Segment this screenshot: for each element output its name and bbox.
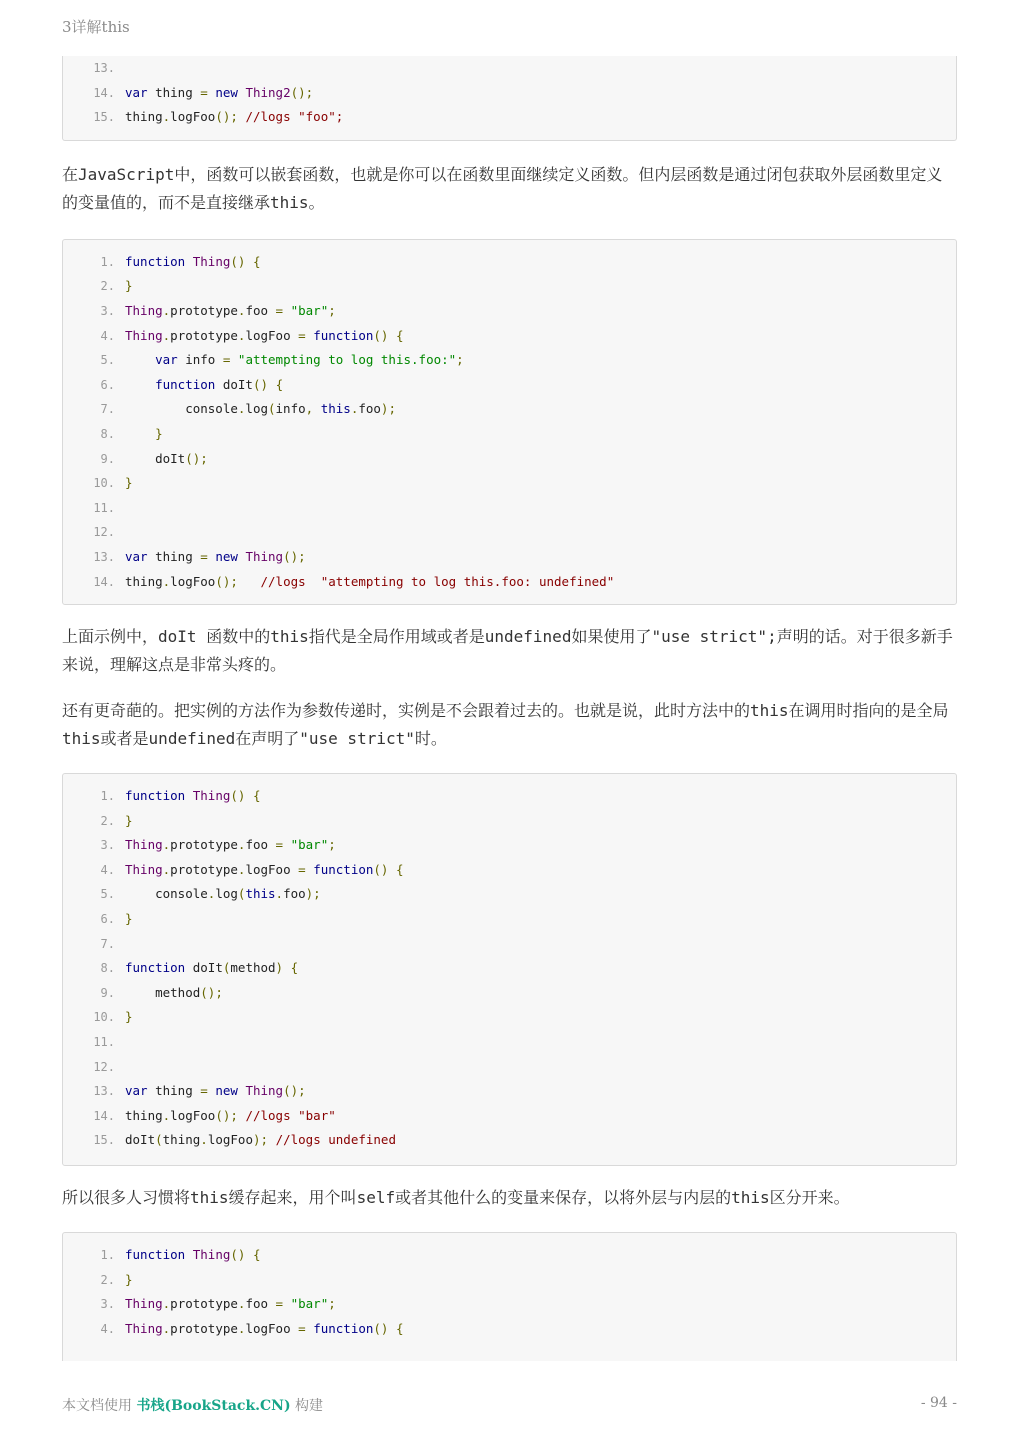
inline-code: JavaScript [78, 164, 175, 184]
code-text [125, 882, 321, 907]
code-token: , [305, 401, 314, 417]
code-token: { [396, 1320, 404, 1336]
code-line [63, 299, 956, 324]
code-line [63, 471, 956, 496]
code-token: Thing [192, 253, 231, 269]
code-token: () [230, 253, 246, 269]
code-line [63, 1055, 956, 1080]
code-line [63, 105, 956, 130]
code-token: ; [456, 352, 464, 368]
code-token: logFoo [245, 327, 291, 343]
code-token: function [125, 960, 186, 976]
line-number: 3. [100, 303, 115, 318]
page-footer [62, 1395, 957, 1415]
code-line [63, 1030, 956, 1055]
code-line [63, 1243, 956, 1268]
code-line [63, 956, 956, 981]
inline-code: this [750, 701, 789, 721]
code-token: = [222, 352, 231, 368]
code-line [63, 1128, 956, 1153]
line-number: 11. [93, 500, 115, 515]
inline-code: this [190, 1188, 229, 1207]
text-run: 函数中的 [206, 627, 271, 647]
code-token: () [373, 861, 389, 877]
code-token: doIt [192, 960, 223, 976]
code-token: () [230, 788, 246, 804]
line-number: 13. [93, 549, 115, 564]
code-token: . [200, 1132, 208, 1148]
code-line [63, 81, 956, 106]
inline-code: "use strict" [299, 729, 415, 749]
code-line [63, 250, 956, 275]
code-token: = [200, 548, 208, 564]
code-token: logFoo [170, 109, 216, 125]
code-line [63, 397, 956, 422]
code-token: (); [215, 109, 238, 125]
code-text [125, 545, 306, 570]
inline-code: "use strict"; [651, 627, 777, 647]
code-line [63, 274, 956, 299]
line-number: 6. [100, 912, 115, 927]
code-line [63, 1317, 956, 1342]
code-text [125, 809, 133, 834]
text-run: 或者其他什么的变量来保存，以将外层与内层的 [395, 1188, 732, 1207]
code-token: var [125, 1083, 148, 1099]
code-token: ( [268, 401, 276, 417]
line-number: 7. [100, 936, 115, 951]
code-token: thing [162, 1132, 201, 1148]
code-token: (); [283, 548, 306, 564]
code-token: = [298, 327, 306, 343]
code-token: (); [185, 450, 208, 466]
line-number: 4. [100, 1321, 115, 1336]
paragraph-4 [62, 1184, 957, 1212]
code-token: function [125, 1247, 186, 1262]
code-token: (); [200, 984, 223, 1000]
code-token: (); [290, 84, 314, 100]
code-token: Thing [192, 1247, 231, 1262]
code-text [125, 447, 208, 472]
code-token: { [252, 253, 261, 269]
code-text [125, 348, 464, 373]
text-run: 指代是全局作用域或者是 [308, 627, 485, 647]
code-token: . [237, 837, 246, 853]
code-token: var [155, 352, 178, 368]
line-number: 3. [100, 1297, 115, 1312]
code-line [63, 907, 956, 932]
code-token: . [162, 837, 171, 853]
line-number: 7. [100, 402, 115, 417]
code-token: } [155, 425, 163, 441]
code-token: //logs undefined [275, 1132, 396, 1148]
code-line [63, 1292, 956, 1317]
text-run: 中，函数可以嵌套函数，也就是你可以在函数里面继续定义函数。但内层函数是通过闭包获取外层函数里定义的变量值的，而不是直接继承 [62, 164, 943, 212]
code-token: (); [215, 573, 238, 589]
code-token: thing [155, 84, 193, 100]
code-token: . [162, 327, 171, 343]
code-token: logFoo [170, 573, 216, 589]
code-token: method [230, 960, 276, 976]
code-token: { [396, 327, 404, 343]
code-token: Thing [125, 1320, 163, 1336]
code-text [125, 397, 396, 422]
code-token: . [237, 327, 246, 343]
inline-code: this [270, 627, 309, 647]
code-text [125, 981, 223, 1006]
code-token: ; [328, 1296, 336, 1312]
code-token: () [230, 1247, 246, 1262]
line-number: 4. [100, 862, 115, 877]
code-token: thing [125, 1107, 163, 1123]
code-text [125, 81, 313, 106]
code-token: function [125, 788, 186, 804]
code-token: logFoo [170, 1107, 216, 1123]
text-run: 在 [62, 164, 79, 184]
code-line [63, 545, 956, 570]
line-number: 12. [93, 525, 115, 540]
line-number: 13. [93, 61, 115, 75]
code-token: Thing [245, 548, 284, 564]
page-header: 3详解this [62, 18, 130, 36]
code-token: . [162, 573, 171, 589]
line-number: 8. [100, 426, 115, 441]
inline-code: undefined [484, 627, 572, 647]
code-token: . [237, 1320, 246, 1336]
code-token: prototype [170, 837, 238, 853]
code-token: thing [125, 109, 163, 125]
footer-prefix: 本文档使用 [62, 1398, 137, 1414]
inline-code: doIt [158, 627, 207, 647]
inline-code: this [270, 192, 309, 212]
code-token: Thing [125, 327, 163, 343]
code-token: = [200, 1083, 208, 1099]
code-text [125, 570, 614, 595]
code-token: "attempting to log this.foo:" [237, 352, 457, 368]
inline-code: this [731, 1188, 770, 1207]
code-line [63, 447, 956, 472]
inline-code: undefined [148, 729, 236, 749]
code-token: . [350, 401, 359, 417]
code-token: () [373, 1320, 389, 1336]
code-token: . [162, 109, 171, 125]
code-token: thing [125, 573, 163, 589]
code-token: } [125, 1009, 133, 1025]
code-line [63, 858, 956, 883]
code-token: doIt [125, 1132, 156, 1148]
code-token: Thing [125, 1296, 163, 1312]
text-run: 时。 [414, 729, 447, 749]
code-token: . [162, 861, 171, 877]
code-token: . [162, 1296, 171, 1312]
bookstack-link[interactable]: 书栈(BookStack.CN) [136, 1398, 291, 1414]
code-line [63, 348, 956, 373]
line-number: 9. [100, 451, 115, 466]
code-token: log [245, 401, 268, 417]
code-token: . [275, 886, 284, 902]
code-token: ; [328, 837, 336, 853]
line-number: 3. [100, 838, 115, 853]
text-run: 在声明了 [235, 729, 300, 749]
paragraph-1 [62, 161, 957, 217]
code-block-2 [62, 239, 957, 605]
code-token: } [125, 911, 133, 927]
code-text [125, 105, 343, 130]
code-token: info [275, 401, 306, 417]
code-token: = [275, 302, 284, 318]
code-token: foo [283, 886, 306, 902]
code-token: = [298, 1320, 306, 1336]
text-run: 。 [308, 192, 325, 212]
code-token: log [215, 886, 238, 902]
text-run: 在调用时指向的是全局 [788, 701, 949, 721]
line-number: 15. [93, 1133, 115, 1148]
line-number: 10. [93, 1010, 115, 1025]
code-token: Thing [125, 302, 163, 318]
code-token: "bar" [290, 1296, 329, 1312]
code-token: //logs "foo"; [245, 109, 344, 125]
code-token [125, 352, 155, 367]
code-token: function [125, 253, 186, 269]
code-token: thing [155, 1083, 193, 1099]
code-text [125, 1079, 306, 1104]
code-token: . [162, 1320, 171, 1336]
code-token: "bar" [290, 837, 329, 853]
code-token: Thing [125, 861, 163, 877]
line-number: 8. [100, 961, 115, 976]
code-token: = [275, 1296, 284, 1312]
code-token: { [396, 861, 404, 877]
line-number: 4. [100, 328, 115, 343]
code-token: var [125, 548, 148, 564]
line-number: 9. [100, 985, 115, 1000]
code-token: prototype [170, 1296, 238, 1312]
code-token: Thing [192, 788, 231, 804]
code-line [63, 520, 956, 545]
code-token: () [252, 376, 269, 392]
code-token: this [320, 401, 351, 417]
code-line [63, 809, 956, 834]
code-token: . [237, 401, 246, 417]
inline-code: self [356, 1188, 396, 1207]
code-token: ); [380, 401, 396, 417]
code-token: } [125, 475, 133, 491]
code-token: new [215, 84, 238, 100]
code-token: ); [252, 1132, 269, 1148]
code-text [125, 471, 133, 496]
code-line [63, 882, 956, 907]
code-line [63, 833, 956, 858]
code-token: prototype [170, 1320, 238, 1336]
text-run: 或者是 [100, 729, 149, 749]
document-content [62, 60, 957, 1361]
line-number: 12. [93, 1059, 115, 1074]
code-block-4 [62, 1232, 957, 1361]
code-text [125, 833, 336, 858]
line-number: 1. [100, 254, 115, 269]
code-text [125, 373, 283, 398]
code-text [125, 1243, 261, 1268]
code-text [125, 274, 133, 299]
text-run: 缓存起来，用个叫 [228, 1188, 357, 1207]
code-token: prototype [170, 327, 238, 343]
code-token: logFoo [245, 1320, 291, 1336]
code-token: } [125, 812, 133, 828]
code-token: foo [245, 837, 269, 853]
code-token: method [125, 984, 201, 1000]
code-line [63, 324, 956, 349]
line-number: 1. [100, 1248, 115, 1262]
code-block-3 [62, 773, 957, 1166]
code-text [125, 1268, 133, 1293]
code-token: function [313, 1320, 374, 1336]
code-token: //logs [260, 573, 314, 589]
code-token: { [252, 788, 261, 804]
text-run: 上面示例中， [62, 627, 159, 647]
code-token: { [275, 376, 284, 392]
line-number: 2. [100, 1272, 115, 1287]
code-token: thing [155, 548, 193, 564]
code-token: doIt [125, 450, 186, 466]
code-token: var [125, 84, 148, 100]
code-text [125, 1005, 133, 1030]
line-number: 11. [93, 1035, 115, 1050]
code-token: foo [245, 302, 269, 318]
code-token: Thing2 [245, 84, 291, 100]
code-line [63, 56, 956, 81]
code-line [63, 422, 956, 447]
code-text [125, 956, 298, 981]
text-run: 还有更奇葩的。把实例的方法作为参数传递时，实例是不会跟着过去的。也就是说，此时方法中的 [62, 701, 751, 721]
code-text [125, 299, 336, 324]
code-token: { [252, 1247, 261, 1262]
code-token: (); [283, 1083, 306, 1099]
code-token: function [313, 861, 374, 877]
line-number: 15. [93, 110, 115, 125]
line-number: 2. [100, 813, 115, 828]
code-token: . [237, 861, 246, 877]
code-token: { [290, 960, 299, 976]
footer-suffix: 构建 [290, 1398, 324, 1414]
code-token: foo [358, 401, 381, 417]
code-token: info [185, 352, 216, 368]
code-text [125, 324, 404, 349]
line-number: 5. [100, 353, 115, 368]
line-number: 14. [93, 85, 115, 100]
code-text [125, 1317, 404, 1342]
code-token: logFoo [207, 1132, 253, 1148]
code-token: ( [222, 960, 231, 976]
code-text [125, 858, 404, 883]
code-token: . [162, 302, 171, 318]
code-line [63, 1104, 956, 1129]
code-token: } [125, 1271, 133, 1287]
code-token [125, 426, 155, 441]
code-token: ( [237, 886, 246, 902]
code-token: = [275, 837, 284, 853]
line-number: 2. [100, 279, 115, 294]
code-text [125, 784, 261, 809]
code-token: . [237, 1296, 246, 1312]
page-number: - 94 - [920, 1395, 957, 1411]
code-token: logFoo [245, 861, 291, 877]
text-run: 声明的话。对于很多新手来说，理解这点是非常头疼的。 [62, 627, 953, 675]
paragraph-3 [62, 697, 957, 753]
code-token: () [373, 327, 389, 343]
code-token: new [215, 1083, 238, 1099]
code-line [63, 496, 956, 521]
code-line [63, 1079, 956, 1104]
code-token: this [245, 886, 276, 902]
code-token: console [125, 886, 208, 902]
code-token: (); [215, 1107, 238, 1123]
code-token: ( [155, 1132, 163, 1148]
code-token: new [215, 548, 238, 564]
line-number: 5. [100, 887, 115, 902]
code-token: ); [305, 886, 321, 902]
code-token: ; [328, 302, 336, 318]
line-number: 14. [93, 574, 115, 589]
line-number: 14. [93, 1108, 115, 1123]
code-token: } [125, 278, 133, 294]
line-number: 6. [100, 377, 115, 392]
code-line [63, 981, 956, 1006]
code-token: doIt [222, 376, 253, 392]
code-token: function [313, 327, 374, 343]
line-number: 13. [93, 1084, 115, 1099]
text-run: 所以很多人习惯将 [62, 1188, 191, 1207]
code-line [63, 1005, 956, 1030]
code-block-1 [62, 56, 957, 141]
line-number: 10. [93, 476, 115, 491]
code-token [245, 574, 260, 589]
code-line [63, 784, 956, 809]
code-token: = [200, 84, 208, 100]
code-token: . [162, 1107, 171, 1123]
code-token: . [237, 302, 246, 318]
text-run: 如果使用了 [571, 627, 652, 647]
code-text [125, 1128, 396, 1153]
code-token: "attempting to log this.foo: undefined" [320, 573, 615, 589]
code-line [63, 932, 956, 957]
code-token: prototype [170, 302, 238, 318]
code-token [125, 377, 155, 392]
code-token: console [125, 401, 238, 417]
code-text [125, 1292, 336, 1317]
code-line [63, 1268, 956, 1293]
code-token: "bar" [290, 302, 329, 318]
code-text [125, 907, 133, 932]
code-text [125, 422, 163, 447]
code-text [125, 1104, 336, 1129]
code-token: Thing [125, 837, 163, 853]
code-line [63, 570, 956, 595]
code-token: prototype [170, 861, 238, 877]
code-token: function [155, 376, 216, 392]
line-number: 1. [100, 789, 115, 804]
code-token: foo [245, 1296, 269, 1312]
code-line [63, 373, 956, 398]
code-text [125, 250, 261, 275]
code-token: . [207, 886, 216, 902]
code-token: = [298, 861, 306, 877]
paragraph-2 [62, 623, 957, 679]
code-token: //logs "bar" [245, 1107, 336, 1123]
inline-code: this [62, 729, 101, 749]
code-token: Thing [245, 1083, 284, 1099]
code-token: ) [275, 960, 284, 976]
text-run: 区分开来。 [769, 1188, 850, 1207]
